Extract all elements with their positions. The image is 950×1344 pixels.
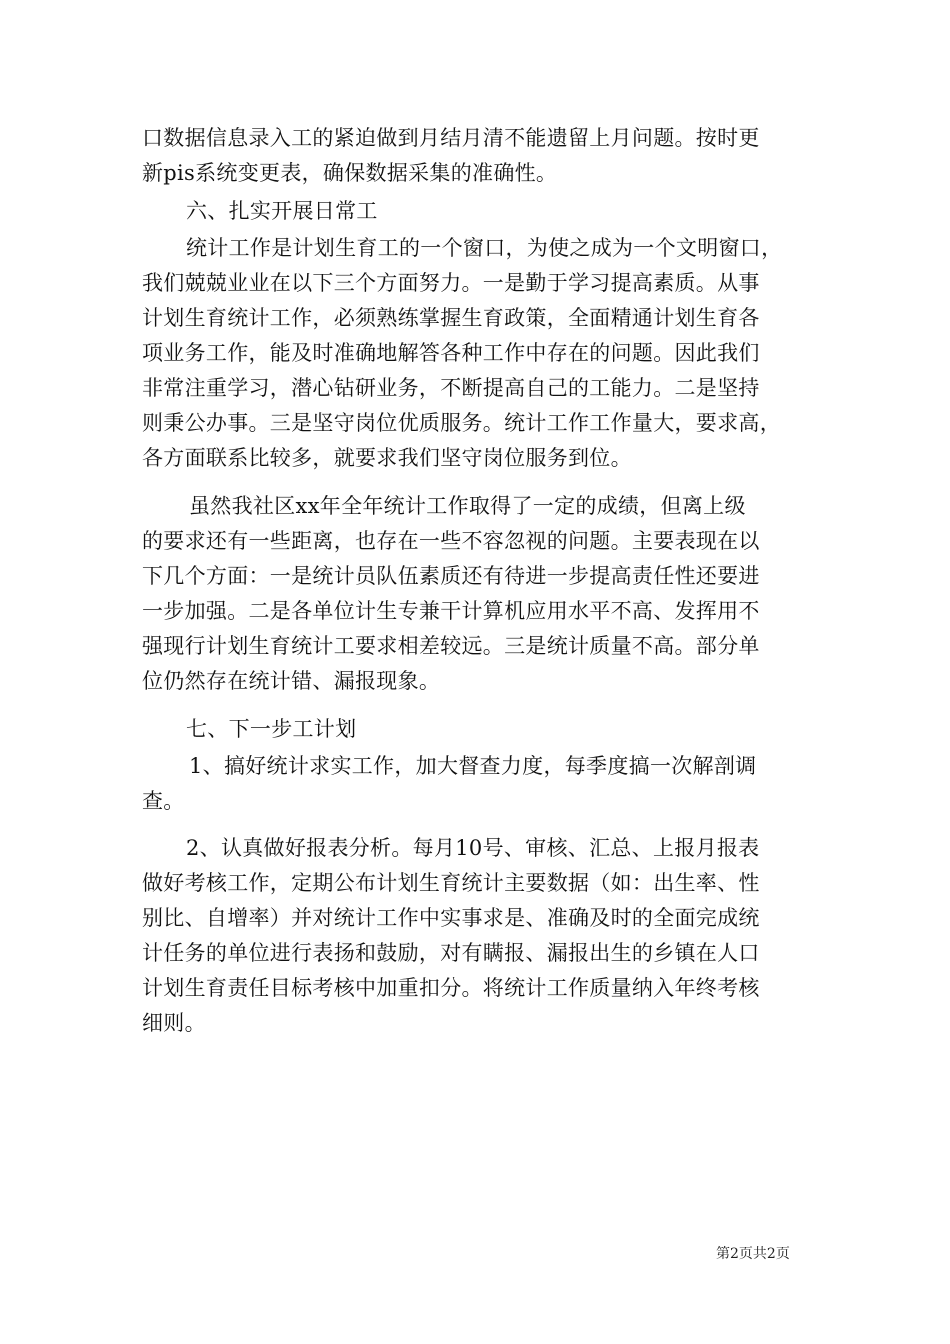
text-line: 别比、自增率）并对统计工作中实事求是、准确及时的全面完成统 [142, 906, 760, 930]
text-line: 做好考核工作，定期公布计划生育统计主要数据（如：出生率、性 [142, 871, 760, 895]
text-line: 2、认真做好报表分析。每月10号、审核、汇总、上报月报表 [186, 836, 760, 860]
text-line: 各方面联系比较多，就要求我们坚守岗位服务到位。 [142, 446, 632, 470]
text-line: 细则。 [142, 1011, 206, 1035]
text-line: 下几个方面：一是统计员队伍素质还有待进一步提高责任性还要进 [142, 564, 760, 588]
text-line: 位仍然存在统计错、漏报现象。 [142, 669, 441, 693]
text-line: 1、搞好统计求实工作，加大督查力度，每季度搞一次解剖调 [189, 754, 757, 778]
section-heading: 七、下一步工计划 [186, 717, 357, 741]
text-line: 计划生育统计工作，必须熟练掌握生育政策，全面精通计划生育各 [142, 306, 760, 330]
text-line: 计任务的单位进行表扬和鼓励，对有瞒报、漏报出生的乡镇在人口 [142, 941, 760, 965]
text-line: 我们兢兢业业在以下三个方面努力。一是勤于学习提高素质。从事 [142, 271, 760, 295]
page-number: 第2页共2页 [716, 1246, 790, 1262]
text-line: 的要求还有一些距离，也存在一些不容忽视的问题。主要表现在以 [142, 529, 760, 553]
text-line: 项业务工作，能及时准确地解答各种工作中存在的问题。因此我们 [142, 341, 760, 365]
text-line: 则秉公办事。三是坚守岗位优质服务。统计工作工作量大，要求高， [142, 411, 781, 435]
text-line: 口数据信息录入工的紧迫做到月结月清不能遗留上月问题。按时更 [142, 126, 760, 150]
text-line: 新pis系统变更表，确保数据采集的准确性。 [142, 161, 558, 185]
text-line: 统计工作是计划生育工的一个窗口，为使之成为一个文明窗口， [186, 236, 783, 260]
section-heading: 六、扎实开展日常工 [186, 199, 378, 223]
text-line: 虽然我社区xx年全年统计工作取得了一定的成绩，但离上级 [189, 494, 746, 518]
text-line: 非常注重学习，潜心钻研业务，不断提高自己的工能力。二是坚持 [142, 376, 760, 400]
text-line: 计划生育责任目标考核中加重扣分。将统计工作质量纳入年终考核 [142, 976, 760, 1000]
text-line: 一步加强。二是各单位计生专兼干计算机应用水平不高、发挥用不 [142, 599, 760, 623]
text-line: 强现行计划生育统计工要求相差较远。三是统计质量不高。部分单 [142, 634, 760, 658]
text-line: 查。 [142, 789, 185, 813]
